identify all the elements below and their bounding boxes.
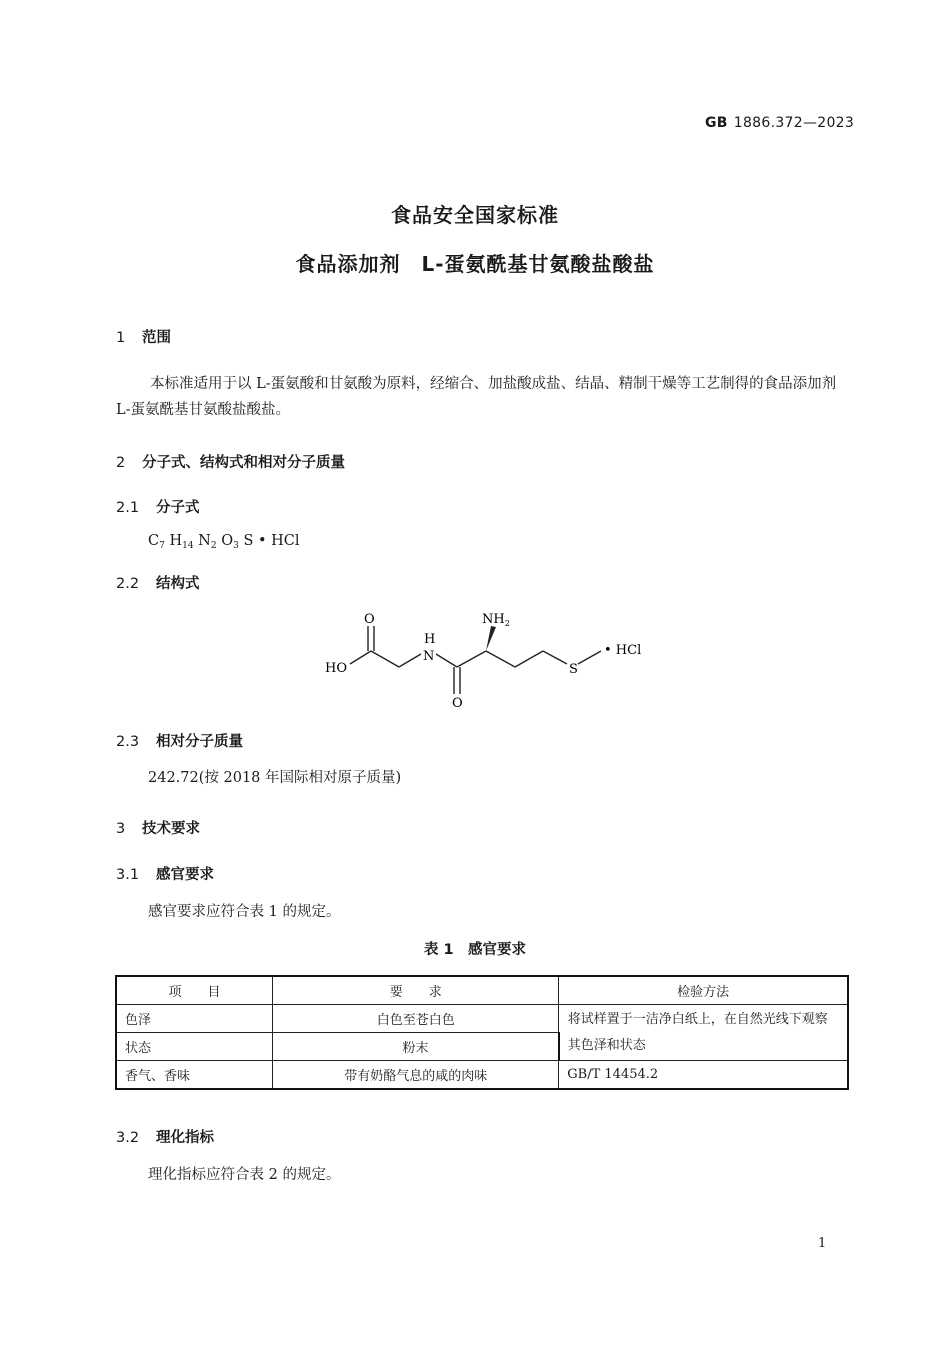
document-title: 食品安全国家标准 [391,203,559,227]
table-1-caption: 表 1 感官要求 [423,942,527,958]
section-title: 理化指标 [156,1130,214,1146]
section-2-3-heading [116,730,243,751]
section-number: 3.2 [116,1130,140,1146]
table-cell-item: 状态 [116,1033,273,1061]
amino-group-label: $NH_2$ [482,612,510,628]
table-cell-requirement: 带有奶酪气息的咸的肉味 [273,1061,559,1090]
molecular-weight: 242.72(按 2018 年国际相对原子质量) [148,770,402,786]
hcl-label: • HCl [604,643,642,658]
table-header-row [116,976,848,1005]
hydroxyl-label: HO [325,661,347,676]
sulfur-label: S [569,662,578,677]
table-header-cell: 要 求 [273,976,559,1005]
scope-paragraph: 本标准适用于以 L-蛋氨酸和甘氨酸为原料，经缩合、加盐酸成盐、结晶、精制干燥等工艺制得的食品添加剂 L-蛋氨酰基甘氨酸盐酸盐。 [116,376,837,418]
table-cell-method: 将试样置于一洁净白纸上，在自然光线下观察其色泽和状态 [559,1005,848,1061]
section-title: 感官要求 [156,867,214,883]
section-title: 技术要求 [142,821,200,837]
section-title: 结构式 [156,576,200,592]
table-cell-item: 香气、香味 [116,1061,273,1090]
table-cell-requirement: 白色至苍白色 [273,1005,559,1033]
table-row [116,1005,848,1033]
section-number: 2 [116,455,126,471]
amide-nitrogen-label: N [423,649,435,664]
section-title: 范围 [142,330,171,346]
table-cell-requirement: 粉末 [273,1033,559,1061]
table-header-cell: 检验方法 [559,976,848,1005]
section-number: 3 [116,821,126,837]
molecular-formula: $C_7$ $H_{14}$ $N_2$ $O_3$ S • HCl [148,533,300,551]
section-number: 2.3 [116,734,140,750]
carbonyl-oxygen-label: O [452,696,463,711]
table-cell-method: GB/T 14454.2 [559,1061,848,1090]
table-cell-item: 色泽 [116,1005,273,1033]
section-title: 分子式、结构式和相对分子质量 [142,455,345,471]
section-title: 分子式 [156,500,200,516]
section-number: 3.1 [116,867,140,883]
sensory-requirements-table [115,975,849,1090]
section-3-heading [116,817,200,838]
sensory-text: 感官要求应符合表 1 的规定。 [148,904,341,920]
section-number: 2.2 [116,576,140,592]
section-number: 2.1 [116,500,140,516]
document-subtitle: 食品添加剂 L-蛋氨酰基甘氨酸盐酸盐 [295,252,655,276]
amide-hydrogen-label: H [424,632,436,647]
physicochemical-text: 理化指标应符合表 2 的规定。 [148,1167,341,1183]
carboxyl-oxygen-label: O [364,612,375,627]
section-3-1-heading [116,863,214,884]
table-row [116,1061,848,1090]
section-number: 1 [116,330,126,346]
page-number: 1 [818,1236,827,1251]
section-title: 相对分子质量 [156,734,243,750]
section-3-2-heading [116,1126,214,1147]
standard-prefix: GB [705,115,728,131]
standard-number: 1886.372—2023 [733,115,855,131]
table-header-cell: 项 目 [116,976,273,1005]
